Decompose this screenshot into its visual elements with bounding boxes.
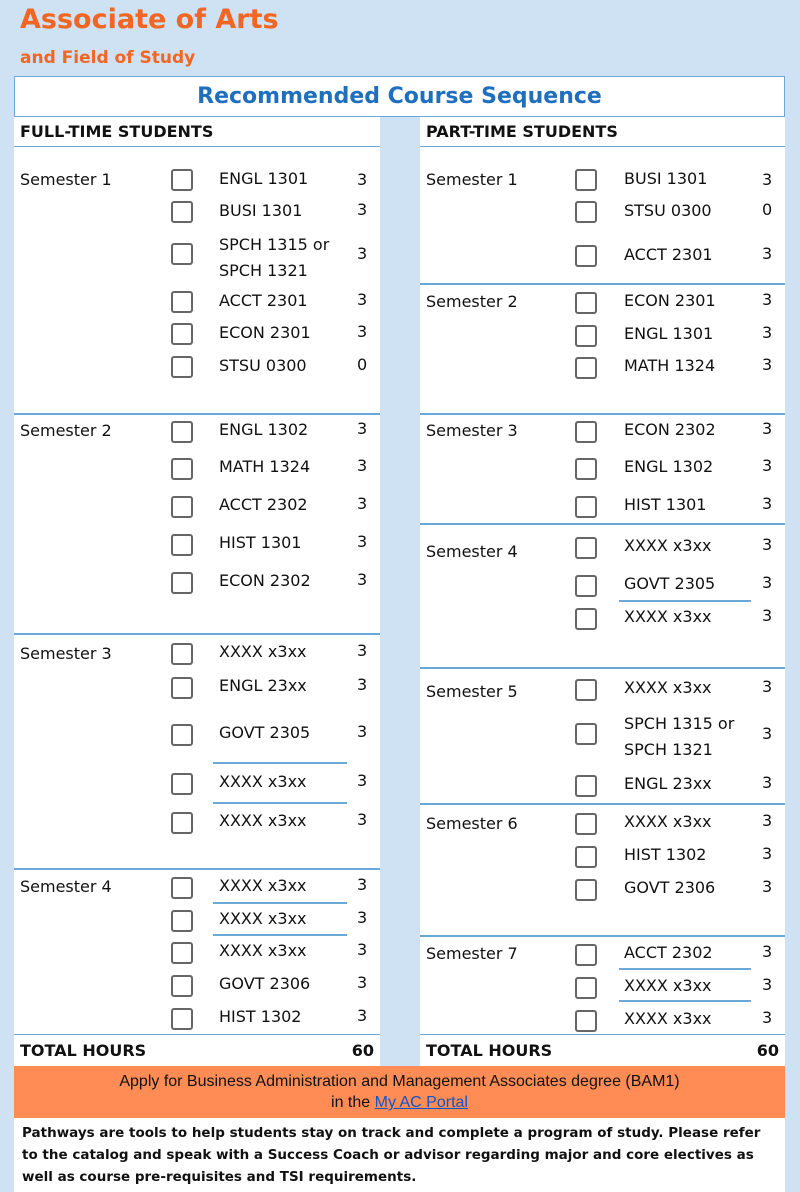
- course-name: XXXX x3xx: [624, 1009, 712, 1028]
- course-checkbox[interactable]: [575, 325, 597, 347]
- course-checkbox[interactable]: [575, 537, 597, 559]
- course-name: MATH 1324: [624, 356, 716, 375]
- course-name: XXXX x3xx: [219, 642, 307, 661]
- course-name: ACCT 2301: [219, 291, 308, 310]
- course-hours: 3: [762, 942, 773, 961]
- course-checkbox[interactable]: [171, 677, 193, 699]
- full-time-semester-2: [14, 413, 380, 633]
- course-hours: 3: [357, 532, 368, 551]
- course-checkbox[interactable]: [575, 458, 597, 480]
- total-hours-value: 60: [351, 1041, 374, 1060]
- course-hours: 3: [762, 1008, 773, 1027]
- course-name: XXXX x3xx: [624, 607, 712, 626]
- course-checkbox[interactable]: [171, 877, 193, 899]
- course-name: XXXX x3xx: [624, 812, 712, 831]
- course-hours: 3: [357, 244, 368, 263]
- course-checkbox[interactable]: [171, 356, 193, 378]
- sequence-banner: Recommended Course Sequence: [14, 76, 785, 117]
- course-name: XXXX x3xx: [219, 909, 307, 928]
- course-hours: 3: [357, 170, 368, 189]
- course-hours: 3: [357, 940, 368, 959]
- course-checkbox[interactable]: [171, 243, 193, 265]
- course-name: ENGL 1301: [624, 324, 714, 343]
- course-name: GOVT 2305: [624, 574, 716, 593]
- course-checkbox[interactable]: [575, 1010, 597, 1032]
- course-checkbox[interactable]: [171, 812, 193, 834]
- course-checkbox[interactable]: [171, 572, 193, 594]
- course-checkbox[interactable]: [575, 723, 597, 745]
- program-title: Associate of Arts: [20, 4, 279, 35]
- full-time-column: [14, 117, 380, 1034]
- course-hours: 3: [762, 355, 773, 374]
- course-hours: 3: [357, 875, 368, 894]
- course-name: SPCH 1315 or SPCH 1321: [624, 714, 735, 759]
- course-name: ECON 2302: [219, 571, 311, 590]
- semester-label: Semester 1: [426, 170, 518, 189]
- course-hours: 3: [357, 641, 368, 660]
- total-hours-label: TOTAL HOURS: [426, 1041, 553, 1060]
- course-divider: [213, 934, 347, 936]
- course-checkbox[interactable]: [575, 245, 597, 267]
- course-hours: 3: [762, 606, 773, 625]
- course-name: XXXX x3xx: [219, 876, 307, 895]
- course-hours: 3: [357, 1006, 368, 1025]
- course-name: HIST 1302: [219, 1007, 302, 1026]
- course-hours: 3: [762, 494, 773, 513]
- apply-banner: [14, 1066, 785, 1118]
- course-name: ACCT 2302: [624, 943, 713, 962]
- course-hours: 3: [762, 811, 773, 830]
- part-time-semester-2: [420, 283, 785, 413]
- course-name: HIST 1302: [624, 845, 707, 864]
- course-hours: 3: [762, 456, 773, 475]
- course-hours: 3: [357, 290, 368, 309]
- course-name: STSU 0300: [219, 356, 307, 375]
- course-hours: 3: [762, 844, 773, 863]
- course-divider: [213, 762, 347, 764]
- course-hours: 3: [762, 290, 773, 309]
- course-checkbox[interactable]: [171, 458, 193, 480]
- course-checkbox[interactable]: [171, 421, 193, 443]
- course-name: GOVT 2306: [219, 974, 311, 993]
- course-hours: 3: [762, 535, 773, 554]
- course-divider: [619, 968, 751, 970]
- full-time-semester-1: [14, 147, 380, 413]
- course-checkbox[interactable]: [575, 846, 597, 868]
- semester-label: Semester 3: [426, 421, 518, 440]
- my-ac-portal-link[interactable]: My AC Portal: [374, 1094, 468, 1111]
- course-hours: 3: [357, 570, 368, 589]
- course-checkbox[interactable]: [575, 879, 597, 901]
- total-hours-value: 60: [756, 1041, 779, 1060]
- course-hours: 3: [762, 573, 773, 592]
- semester-label: Semester 2: [426, 292, 518, 311]
- course-checkbox[interactable]: [575, 421, 597, 443]
- course-name: ENGL 1302: [219, 420, 309, 439]
- course-checkbox[interactable]: [575, 775, 597, 797]
- course-hours: 3: [762, 975, 773, 994]
- semester-label: Semester 4: [20, 877, 112, 896]
- course-checkbox[interactable]: [575, 292, 597, 314]
- pathways-note: Pathways are tools to help students stay on track and complete a program of study. Please refer to the catalog and speak with a Success Coach or advisor regarding major and core electives as well as course pre-requisites and TSI requirements.: [14, 1118, 785, 1192]
- course-name: XXXX x3xx: [624, 536, 712, 555]
- course-name: ECON 2302: [624, 420, 716, 439]
- course-checkbox[interactable]: [575, 575, 597, 597]
- part-time-total-row: [420, 1034, 785, 1066]
- part-time-semester-5: [420, 667, 785, 803]
- course-checkbox[interactable]: [171, 773, 193, 795]
- course-checkbox[interactable]: [171, 291, 193, 313]
- course-checkbox[interactable]: [575, 944, 597, 966]
- course-name: XXXX x3xx: [219, 941, 307, 960]
- course-checkbox[interactable]: [575, 813, 597, 835]
- course-checkbox[interactable]: [171, 975, 193, 997]
- course-checkbox[interactable]: [575, 679, 597, 701]
- course-name: ECON 2301: [219, 323, 311, 342]
- full-time-semester-3: [14, 633, 380, 868]
- course-hours: 3: [762, 773, 773, 792]
- course-checkbox[interactable]: [575, 357, 597, 379]
- apply-text: Apply for Business Administration and Management Associates degree (BAM1): [119, 1073, 680, 1090]
- part-time-column: [420, 117, 785, 1034]
- part-time-semester-7: [420, 935, 785, 1034]
- course-hours: 3: [762, 323, 773, 342]
- course-hours: 3: [357, 722, 368, 741]
- part-time-semester-6: [420, 803, 785, 935]
- course-hours: 3: [762, 244, 773, 263]
- course-hours: 3: [357, 675, 368, 694]
- course-name: GOVT 2305: [219, 723, 311, 742]
- semester-label: Semester 6: [426, 814, 518, 833]
- course-hours: 3: [357, 771, 368, 790]
- course-checkbox[interactable]: [575, 977, 597, 999]
- part-time-semester-4: [420, 523, 785, 667]
- course-name: BUSI 1301: [219, 201, 303, 220]
- course-checkbox[interactable]: [171, 724, 193, 746]
- course-hours: 3: [357, 494, 368, 513]
- course-checkbox[interactable]: [575, 608, 597, 630]
- course-checkbox[interactable]: [171, 169, 193, 191]
- course-name: ENGL 1301: [219, 169, 309, 188]
- course-checkbox[interactable]: [575, 169, 597, 191]
- apply-portal-line: [14, 1092, 785, 1113]
- course-checkbox[interactable]: [575, 496, 597, 518]
- course-hours: 3: [357, 973, 368, 992]
- full-time-semester-4: [14, 868, 380, 1034]
- course-checkbox[interactable]: [171, 496, 193, 518]
- course-checkbox[interactable]: [171, 323, 193, 345]
- total-hours-label: TOTAL HOURS: [20, 1041, 147, 1060]
- semester-label: Semester 2: [20, 421, 112, 440]
- course-name: XXXX x3xx: [219, 772, 307, 791]
- course-checkbox[interactable]: [575, 201, 597, 223]
- course-divider: [213, 902, 347, 904]
- course-divider: [619, 600, 751, 602]
- course-checkbox[interactable]: [171, 643, 193, 665]
- course-hours: 3: [762, 677, 773, 696]
- semester-label: Semester 7: [426, 944, 518, 963]
- course-name: MATH 1324: [219, 457, 311, 476]
- course-checkbox[interactable]: [171, 942, 193, 964]
- course-name: XXXX x3xx: [219, 811, 307, 830]
- course-hours: 0: [762, 200, 773, 219]
- course-name: ENGL 23xx: [624, 774, 712, 793]
- course-name: ACCT 2301: [624, 245, 713, 264]
- course-name: BUSI 1301: [624, 169, 708, 188]
- course-hours: 3: [357, 810, 368, 829]
- course-name: HIST 1301: [219, 533, 302, 552]
- course-name: ACCT 2302: [219, 495, 308, 514]
- course-name: HIST 1301: [624, 495, 707, 514]
- course-hours: 3: [357, 456, 368, 475]
- course-name: SPCH 1315 or SPCH 1321: [219, 235, 330, 280]
- course-name: XXXX x3xx: [624, 678, 712, 697]
- course-name: ENGL 1302: [624, 457, 714, 476]
- course-divider: [619, 1000, 751, 1002]
- full-time-total-row: [14, 1034, 380, 1066]
- course-hours: 0: [357, 355, 368, 374]
- semester-label: Semester 3: [20, 644, 112, 663]
- apply-prefix: in the: [331, 1094, 371, 1111]
- course-checkbox[interactable]: [171, 534, 193, 556]
- semester-label: Semester 5: [426, 682, 518, 701]
- part-time-heading: PART-TIME STUDENTS: [420, 117, 785, 147]
- part-time-semester-3: [420, 413, 785, 523]
- course-hours: 3: [762, 724, 773, 743]
- course-name: XXXX x3xx: [624, 976, 712, 995]
- course-name: ENGL 23xx: [219, 676, 307, 695]
- course-hours: 3: [762, 877, 773, 896]
- course-hours: 3: [357, 908, 368, 927]
- course-name: GOVT 2306: [624, 878, 716, 897]
- course-hours: 3: [762, 419, 773, 438]
- course-checkbox[interactable]: [171, 1008, 193, 1030]
- course-hours: 3: [762, 170, 773, 189]
- course-divider: [213, 802, 347, 804]
- course-hours: 3: [357, 200, 368, 219]
- course-hours: 3: [357, 419, 368, 438]
- course-name: STSU 0300: [624, 201, 712, 220]
- part-time-semester-1: [420, 147, 785, 283]
- course-hours: 3: [357, 322, 368, 341]
- program-subtitle: and Field of Study: [20, 48, 196, 68]
- full-time-heading: FULL-TIME STUDENTS: [14, 117, 380, 147]
- semester-label: Semester 1: [20, 170, 112, 189]
- course-checkbox[interactable]: [171, 910, 193, 932]
- course-checkbox[interactable]: [171, 201, 193, 223]
- semester-label: Semester 4: [426, 542, 518, 561]
- course-name: ECON 2301: [624, 291, 716, 310]
